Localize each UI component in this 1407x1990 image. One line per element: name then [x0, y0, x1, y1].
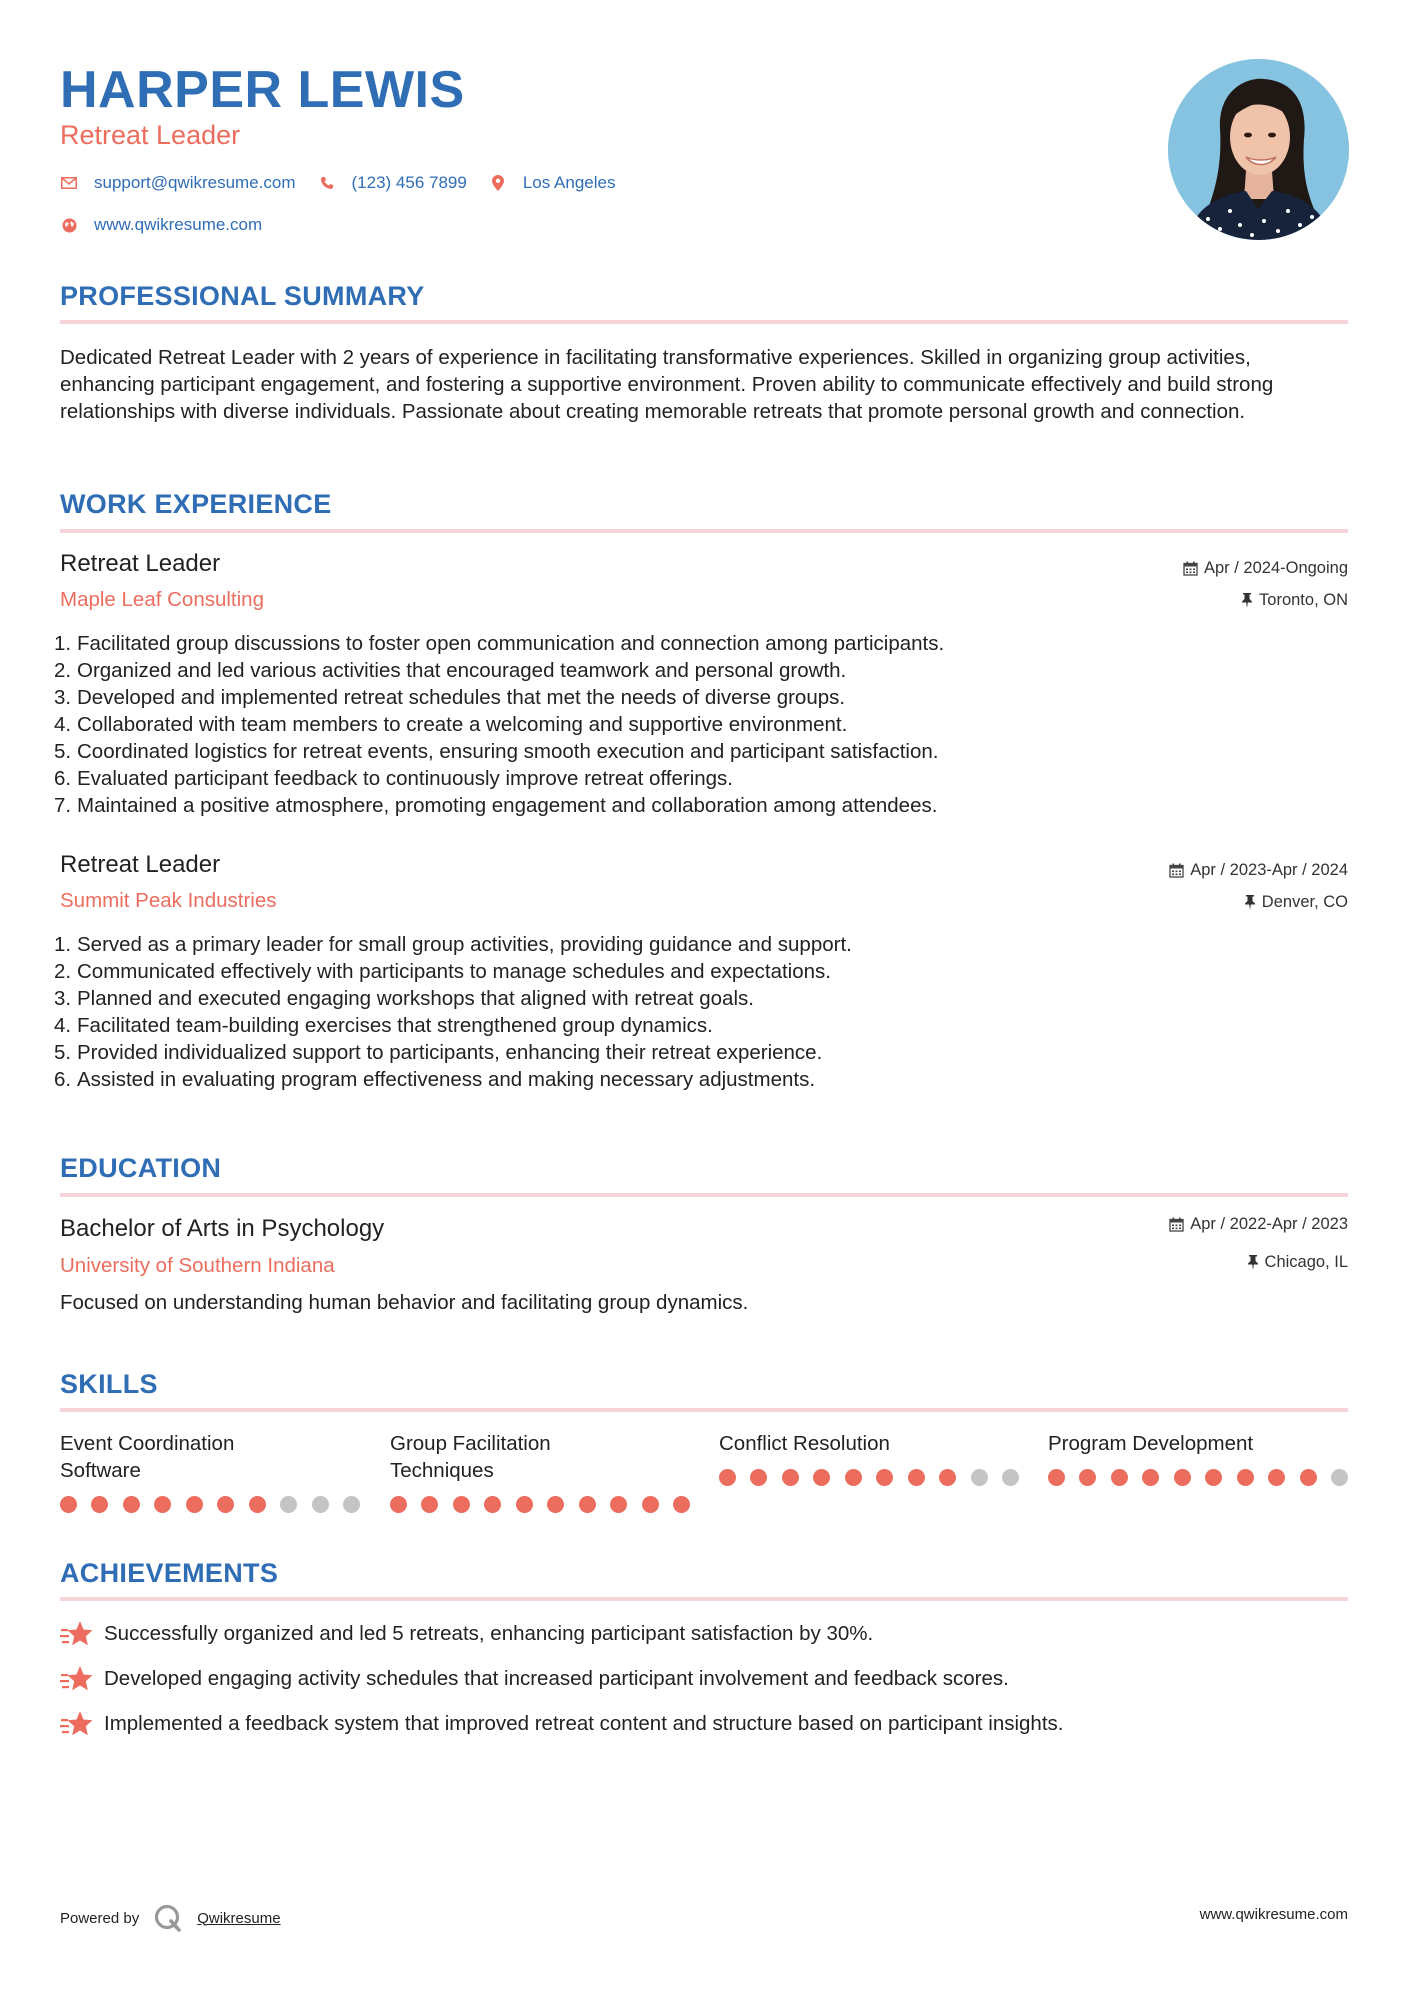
- rating-dot-filled: [1174, 1469, 1191, 1486]
- section-divider: [60, 1597, 1348, 1601]
- section-divider: [60, 320, 1348, 324]
- rating-dot-filled: [217, 1496, 234, 1513]
- contact-row-web: [60, 215, 284, 235]
- rating-dot-empty: [971, 1469, 988, 1486]
- summary-heading: PROFESSIONAL SUMMARY: [60, 281, 425, 311]
- star-icon: [60, 1709, 94, 1739]
- job-location-text: Toronto, ON: [1259, 591, 1348, 609]
- rating-dot-filled: [484, 1496, 501, 1513]
- job-location-text: Denver, CO: [1261, 893, 1348, 911]
- rating-dot-filled: [91, 1496, 108, 1513]
- rating-dot-filled: [719, 1469, 736, 1486]
- rating-dot-filled: [782, 1469, 799, 1486]
- job-company: Summit Peak Industries: [60, 889, 277, 912]
- rating-dot-filled: [579, 1496, 596, 1513]
- achievement-item: [60, 1619, 873, 1649]
- section-divider: [60, 1193, 1348, 1197]
- powered-by-label: Powered by: [60, 1909, 140, 1927]
- rating-dot-filled: [547, 1496, 564, 1513]
- rating-dot-filled: [1142, 1469, 1159, 1486]
- school-name: University of Southern Indiana: [60, 1254, 335, 1277]
- rating-dot-filled: [813, 1469, 830, 1486]
- rating-dot-filled: [154, 1496, 171, 1513]
- location-text: Los Angeles: [522, 173, 616, 192]
- summary-text: Dedicated Retreat Leader with 2 years of experience in facilitating transformative experiences. Skilled in organizing group activities, enhancing participant engagement, and fostering a supportive environment. Proven ability to communicate effectively and build strong relationships with diverse individuals. Passionate about creating memorable retreats that promote personal growth and connection.: [60, 346, 1274, 423]
- list-item: 2. Communicated effectively with participants to manage schedules and expectations.: [54, 960, 831, 983]
- achievement-item: [60, 1664, 1009, 1694]
- list-item: 1. Facilitated group discussions to foster open communication and connection among participants.: [54, 632, 945, 655]
- footer-powered-by: [60, 1903, 281, 1933]
- candidate-name: HARPER LEWIS: [60, 61, 465, 119]
- email-link[interactable]: support@qwikresume.com: [94, 173, 296, 192]
- list-item: 5. Provided individualized support to participants, enhancing their retreat experience.: [54, 1041, 823, 1064]
- envelope-icon: [60, 174, 78, 192]
- skill-item: [60, 1430, 360, 1513]
- education-dates-text: Apr / 2022-Apr / 2023: [1190, 1215, 1348, 1233]
- job-dates: [1169, 861, 1348, 880]
- rating-dot-filled: [750, 1469, 767, 1486]
- rating-dot-filled: [642, 1496, 659, 1513]
- map-pin-icon: [489, 174, 507, 192]
- skill-item: [1048, 1430, 1348, 1486]
- list-item: 4. Facilitated team-building exercises that strengthened group dynamics.: [54, 1014, 713, 1037]
- list-item: 6. Assisted in evaluating program effectiveness and making necessary adjustments.: [54, 1068, 816, 1091]
- skill-rating: [390, 1496, 690, 1513]
- degree-title: Bachelor of Arts in Psychology: [60, 1215, 385, 1242]
- phone-icon: [318, 174, 336, 192]
- skill-item: [719, 1430, 1019, 1486]
- calendar-icon: [1183, 561, 1198, 576]
- education-dates: [1169, 1215, 1348, 1234]
- section-divider: [60, 529, 1348, 533]
- skill-name: Group Facilitation Techniques: [390, 1432, 551, 1482]
- achievement-text: Successfully organized and led 5 retreats, enhancing participant satisfaction by 30%.: [104, 1622, 874, 1645]
- rating-dot-filled: [453, 1496, 470, 1513]
- rating-dot-filled: [1268, 1469, 1285, 1486]
- work-heading: WORK EXPERIENCE: [60, 489, 332, 519]
- rating-dot-filled: [516, 1496, 533, 1513]
- skill-name: Conflict Resolution: [719, 1432, 890, 1455]
- pushpin-icon: [1247, 1255, 1259, 1270]
- website-link[interactable]: www.qwikresume.com: [94, 215, 263, 234]
- rating-dot-empty: [1002, 1469, 1019, 1486]
- rating-dot-filled: [186, 1496, 203, 1513]
- list-item: 3. Developed and implemented retreat schedules that met the needs of diverse groups.: [54, 686, 846, 709]
- rating-dot-filled: [876, 1469, 893, 1486]
- skill-item: [390, 1430, 690, 1513]
- calendar-icon: [1169, 1217, 1184, 1232]
- candidate-role: Retreat Leader: [60, 120, 241, 150]
- job-title: Retreat Leader: [60, 550, 221, 577]
- list-item: 1. Served as a primary leader for small group activities, providing guidance and support.: [54, 933, 852, 956]
- rating-dot-filled: [1111, 1469, 1128, 1486]
- education-location-text: Chicago, IL: [1264, 1253, 1348, 1271]
- section-divider: [60, 1408, 1348, 1412]
- rating-dot-filled: [249, 1496, 266, 1513]
- achievement-text: Developed engaging activity schedules that increased participant involvement and feedback scores.: [104, 1667, 1009, 1690]
- skill-name: Event Coordination Software: [60, 1432, 235, 1482]
- list-item: 2. Organized and led various activities that encouraged teamwork and personal growth.: [54, 659, 847, 682]
- qwikresume-logo-icon: [153, 1903, 183, 1933]
- rating-dot-filled: [60, 1496, 77, 1513]
- star-icon: [60, 1664, 94, 1694]
- contact-row: [60, 173, 637, 193]
- rating-dot-filled: [610, 1496, 627, 1513]
- job-dates-text: Apr / 2023-Apr / 2024: [1190, 861, 1348, 879]
- rating-dot-filled: [845, 1469, 862, 1486]
- footer-url[interactable]: www.qwikresume.com: [1199, 1906, 1348, 1923]
- rating-dot-filled: [1048, 1469, 1065, 1486]
- rating-dot-empty: [312, 1496, 329, 1513]
- list-item: 7. Maintained a positive atmosphere, promoting engagement and collaboration among attendees.: [54, 794, 938, 817]
- skill-name: Program Development: [1048, 1432, 1254, 1455]
- achievements-heading: ACHIEVEMENTS: [60, 1558, 279, 1588]
- rating-dot-filled: [421, 1496, 438, 1513]
- skill-rating: [719, 1469, 1019, 1486]
- globe-icon: [60, 216, 78, 234]
- achievement-text: Implemented a feedback system that improved retreat content and structure based on participant insights.: [104, 1712, 1064, 1735]
- job-bullets: [54, 630, 1350, 819]
- education-heading: EDUCATION: [60, 1153, 222, 1183]
- skills-heading: SKILLS: [60, 1369, 158, 1399]
- rating-dot-filled: [1300, 1469, 1317, 1486]
- job-location: [1244, 893, 1348, 912]
- job-location: [1241, 591, 1348, 610]
- rating-dot-filled: [1237, 1469, 1254, 1486]
- qwikresume-link[interactable]: Qwikresume: [197, 1909, 281, 1927]
- rating-dot-filled: [1205, 1469, 1222, 1486]
- rating-dot-empty: [1331, 1469, 1348, 1486]
- list-item: 5. Coordinated logistics for retreat events, ensuring smooth execution and participant satisfaction.: [54, 740, 939, 763]
- rating-dot-filled: [1079, 1469, 1096, 1486]
- rating-dot-filled: [939, 1469, 956, 1486]
- rating-dot-filled: [673, 1496, 690, 1513]
- list-item: 4. Collaborated with team members to create a welcoming and supportive environment.: [54, 713, 848, 736]
- phone-number[interactable]: (123) 456 7899: [351, 173, 467, 192]
- rating-dot-filled: [123, 1496, 140, 1513]
- education-location: [1247, 1253, 1348, 1272]
- calendar-icon: [1169, 863, 1184, 878]
- rating-dot-empty: [280, 1496, 297, 1513]
- profile-photo: [1168, 59, 1349, 240]
- job-title: Retreat Leader: [60, 851, 221, 878]
- rating-dot-filled: [390, 1496, 407, 1513]
- skill-rating: [1048, 1469, 1348, 1486]
- pushpin-icon: [1244, 895, 1256, 910]
- job-dates: [1183, 559, 1348, 578]
- education-description: Focused on understanding human behavior and facilitating group dynamics.: [60, 1291, 749, 1314]
- job-company: Maple Leaf Consulting: [60, 588, 264, 611]
- skill-rating: [60, 1496, 360, 1513]
- list-item: 3. Planned and executed engaging workshops that aligned with retreat goals.: [54, 987, 754, 1010]
- pushpin-icon: [1241, 593, 1253, 608]
- job-dates-text: Apr / 2024-Ongoing: [1203, 559, 1348, 577]
- achievement-item: [60, 1709, 1063, 1739]
- rating-dot-empty: [343, 1496, 360, 1513]
- list-item: 6. Evaluated participant feedback to continuously improve retreat offerings.: [54, 767, 733, 790]
- star-icon: [60, 1619, 94, 1649]
- rating-dot-filled: [908, 1469, 925, 1486]
- job-bullets: [54, 931, 1350, 1093]
